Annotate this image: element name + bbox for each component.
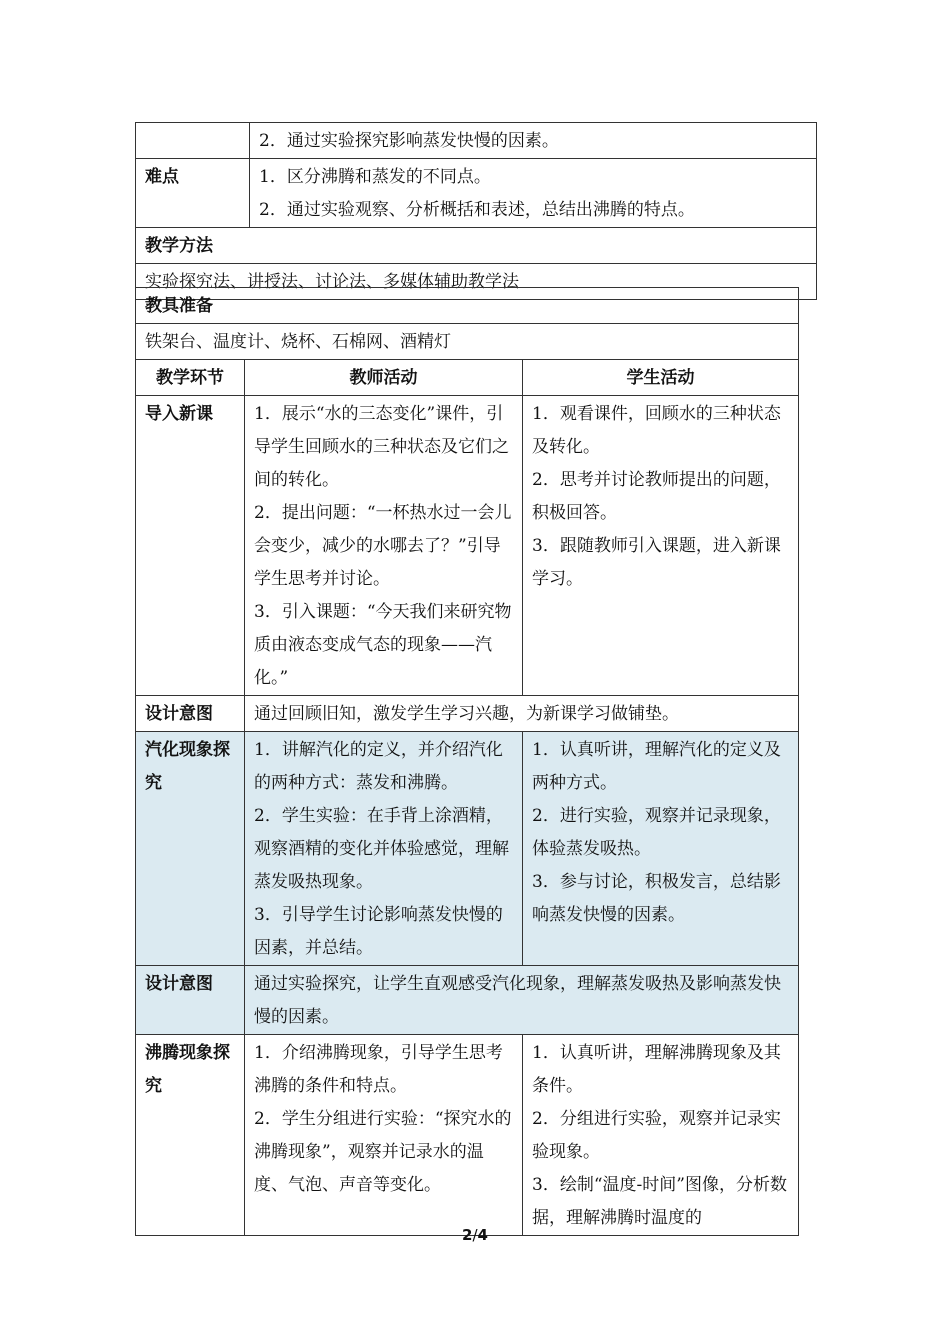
student-cell: [523, 732, 799, 966]
student-cell: [523, 1035, 799, 1236]
table-row: [136, 966, 799, 1035]
teacher-activities: [245, 396, 522, 695]
teacher-cell: [245, 1035, 523, 1236]
teacher-item: 3．引入课题：“今天我们来研究物质由液态变成气态的现象——汽化。”: [254, 602, 512, 688]
design-label-cell: [136, 966, 245, 1035]
teacher-item: 3．引导学生讨论影响蒸发快慢的因素，并总结。: [254, 905, 503, 958]
teacher-activities: [245, 732, 522, 965]
teacher-cell: [245, 396, 523, 696]
col-header-stage: [136, 360, 245, 396]
difficulty-label: 难点: [145, 167, 179, 187]
student-item: 3．跟随教师引入课题，进入新课学习。: [532, 536, 781, 589]
method-header: 教学方法: [145, 236, 213, 256]
teacher-cell: [245, 732, 523, 966]
teacher-item: 2．学生实验：在手背上涂酒精，观察酒精的变化并体验感觉，理解蒸发吸热现象。: [254, 806, 509, 892]
stage-label: 导入新课: [145, 404, 213, 424]
design-text-cell: [245, 966, 799, 1035]
row1-label-cell: [136, 123, 250, 159]
student-item: 3．参与讨论，积极发言，总结影响蒸发快慢的因素。: [532, 872, 781, 925]
design-label-cell: [136, 696, 245, 732]
page-number: [0, 1226, 950, 1244]
student-activities: [523, 396, 798, 596]
stage-cell: [136, 396, 245, 696]
difficulty-text: [250, 159, 816, 227]
stage-label: 沸腾现象探究: [145, 1043, 230, 1096]
col-header-student-text: 学生活动: [626, 368, 695, 388]
stage-label: 汽化现象探究: [145, 740, 230, 793]
row1-label: [136, 123, 249, 125]
method-text: 实验探究法、讲授法、讨论法、多媒体辅助教学法: [145, 272, 519, 292]
tools-text-cell: [136, 324, 799, 360]
design-label: 设计意图: [145, 974, 213, 994]
teacher-item: 1．展示“水的三态变化”课件，引导学生回顾水的三种状态及它们之间的转化。: [254, 404, 509, 490]
student-item: 1．观看课件，回顾水的三种状态及转化。: [532, 404, 781, 457]
student-item: 3．绘制“温度-时间”图像，分析数据，理解沸腾时温度的: [532, 1175, 787, 1228]
main-table: [135, 287, 799, 1236]
teacher-item: 1．讲解汽化的定义，并介绍汽化的两种方式：蒸发和沸腾。: [254, 740, 503, 793]
student-item: 2．思考并讨论教师提出的问题，积极回答。: [532, 470, 781, 523]
student-cell: [523, 396, 799, 696]
top-table: [135, 122, 817, 300]
design-text: 通过回顾旧知，激发学生学习兴趣，为新课学习做铺垫。: [254, 704, 679, 724]
col-header-stage-text: 教学环节: [156, 368, 224, 388]
tools-header: 教具准备: [145, 296, 213, 316]
col-header-student: [523, 360, 799, 396]
teacher-activities: [245, 1035, 522, 1202]
teacher-item: 1．介绍沸腾现象，引导学生思考沸腾的条件和特点。: [254, 1043, 503, 1096]
student-item: 2．进行实验，观察并记录现象，体验蒸发吸热。: [532, 806, 781, 859]
page-separator: /: [472, 1226, 478, 1244]
design-text-cell: [245, 696, 799, 732]
student-item: 2．分组进行实验，观察并记录实验现象。: [532, 1109, 781, 1162]
col-header-teacher: [245, 360, 523, 396]
tools-text: 铁架台、温度计、烧杯、石棉网、酒精灯: [145, 332, 451, 352]
page-current: 2: [462, 1226, 473, 1244]
difficulty-text-cell: [250, 159, 817, 228]
tools-header-cell: [136, 288, 799, 324]
table-row: [136, 696, 799, 732]
stage-cell: [136, 732, 245, 966]
difficulty-label-cell: [136, 159, 250, 228]
student-activities: [523, 1035, 798, 1235]
page-total: 4: [477, 1226, 488, 1244]
stage-cell: [136, 1035, 245, 1236]
student-activities: [523, 732, 798, 932]
design-label: 设计意图: [145, 704, 213, 724]
difficulty-line-1: 1．区分沸腾和蒸发的不同点。: [259, 167, 491, 187]
row1-text: 2．通过实验探究影响蒸发快慢的因素。: [259, 131, 559, 151]
student-item: 1．认真听讲，理解汽化的定义及两种方式。: [532, 740, 781, 793]
row1-text-cell: [250, 123, 817, 159]
difficulty-line-2: 2．通过实验观察、分析概括和表述，总结出沸腾的特点。: [259, 200, 695, 220]
design-text: 通过实验探究，让学生直观感受汽化现象，理解蒸发吸热及影响蒸发快慢的因素。: [254, 974, 781, 1027]
student-item: 1．认真听讲，理解沸腾现象及其条件。: [532, 1043, 781, 1096]
method-header-cell: [136, 228, 817, 264]
teacher-item: 2．学生分组进行实验：“探究水的沸腾现象”，观察并记录水的温度、气泡、声音等变化。: [254, 1109, 512, 1195]
table-row: [136, 1035, 799, 1236]
teacher-item: 2．提出问题：“一杯热水过一会儿会变少，减少的水哪去了？”引导学生思考并讨论。: [254, 503, 512, 589]
table-row: [136, 396, 799, 696]
table-row: [136, 732, 799, 966]
col-header-teacher-text: 教师活动: [349, 368, 418, 388]
